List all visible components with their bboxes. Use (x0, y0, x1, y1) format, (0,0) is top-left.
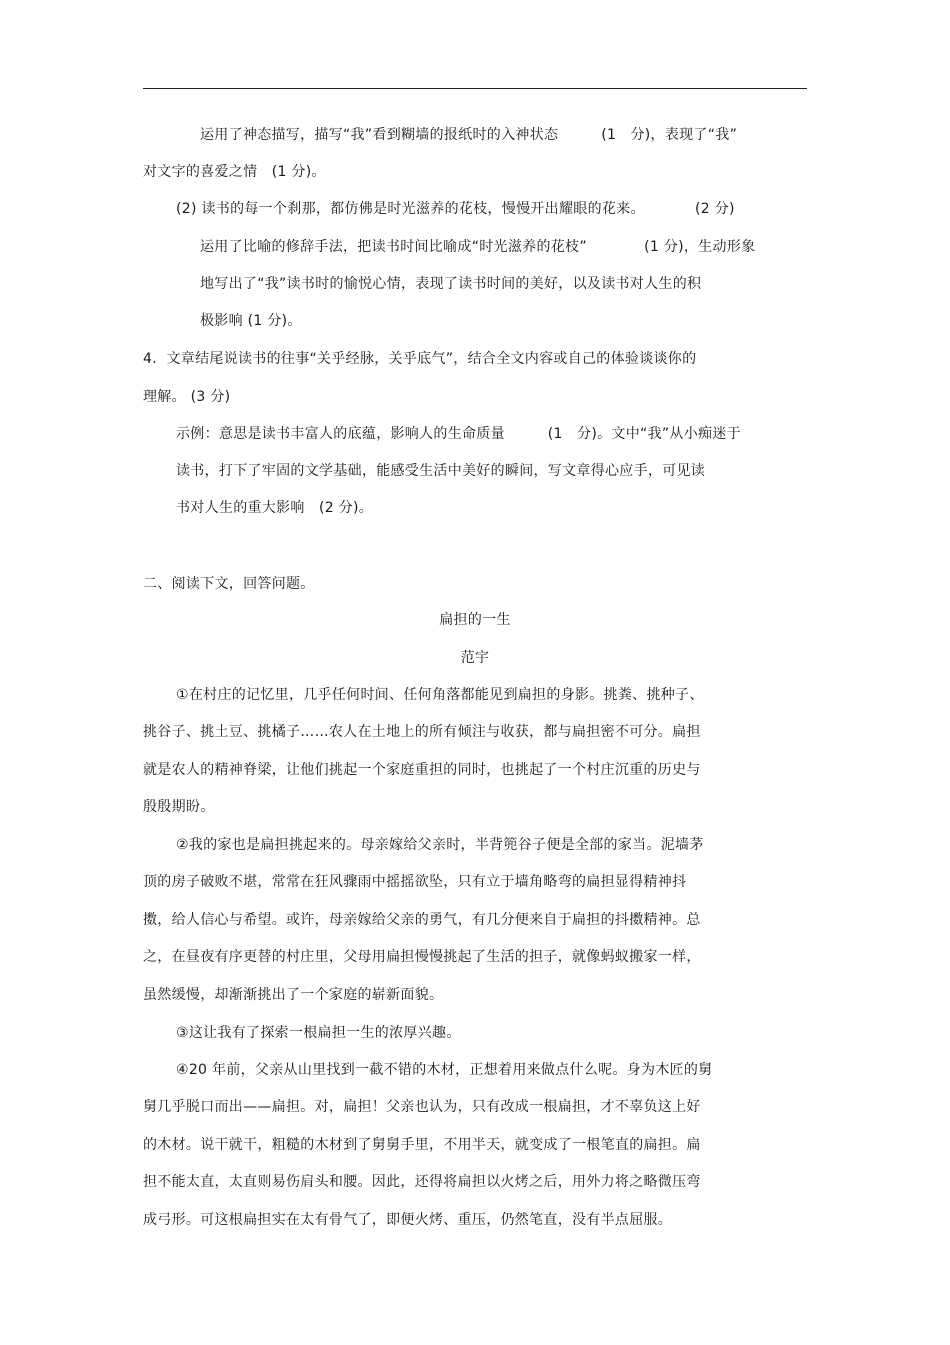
q3-1-analysis-line-2: 对文字的喜爱之情 (1 分)。 (143, 164, 326, 180)
para1-line-4: 殷殷期盼。 (143, 799, 215, 815)
para2-line-1: ②我的家也是扁担挑起来的。母亲嫁给父亲时，半背篼谷子便是全部的家当。泥墙茅 (176, 837, 704, 853)
para4-line-2: 舅几乎脱口而出——扁担。对，扁担！父亲也认为，只有改成一根扁担，才不辜负这上好 (143, 1099, 701, 1115)
para3: ③这让我有了探索一根扁担一生的浓厚兴趣。 (176, 1025, 461, 1041)
q4-answer-line-1: 示例：意思是读书丰富人的底蕴，影响人的生命质量 (1 分)。文中“我”从小痴迷于 (176, 426, 741, 442)
q4-answer-line-3: 书对人生的重大影响 (2 分)。 (176, 500, 374, 516)
para2-line-5: 虽然缓慢，却渐渐挑出了一个家庭的崭新面貌。 (143, 987, 444, 1003)
q3-2-sentence: (2) 读书的每一个刹那，都仿佛是时光滋养的花枝，慢慢开出耀眼的花来。 (2 分) (176, 201, 735, 217)
article-title: 扁担的一生 (439, 612, 511, 628)
para1-line-3: 就是农人的精神脊梁，让他们挑起一个家庭重担的同时，也挑起了一个村庄沉重的历史与 (143, 762, 701, 778)
q3-2-analysis-line-2: 地写出了“我”读书时的愉悦心情，表现了读书时间的美好，以及读书对人生的积 (200, 276, 702, 292)
section-heading: 二、阅读下文，回答问题。 (143, 576, 315, 592)
q4-question-line-1: 4．文章结尾说读书的往事“关乎经脉，关乎底气”，结合全文内容或自己的体验谈谈你的 (143, 351, 697, 367)
para2-line-2: 顶的房子破败不堪，常常在狂风骤雨中摇摇欲坠，只有立于墙角略弯的扁担显得精神抖 (143, 874, 687, 890)
q3-2-analysis-line-3: 极影响 (1 分)。 (200, 313, 302, 329)
q3-2-analysis-line-1: 运用了比喻的修辞手法，把读书时间比喻成“时光滋养的花枝” (1 分)，生动形象 (200, 239, 756, 255)
para2-line-3: 擞，给人信心与希望。或许，母亲嫁给父亲的勇气，有几分便来自于扁担的抖擞精神。总 (143, 912, 701, 928)
header-rule (143, 88, 807, 89)
q4-question-line-2: 理解。 (3 分) (143, 389, 231, 405)
q4-answer-line-2: 读书，打下了牢固的文学基础，能感受生活中美好的瞬间，写文章得心应手，可见读 (176, 463, 706, 479)
para4-line-3: 的木材。说干就干，粗糙的木材到了舅舅手里，不用半天，就变成了一根笔直的扁担。扁 (143, 1137, 701, 1153)
para4-line-4: 担不能太直，太直则易伤肩头和腰。因此，还得将扁担以火烤之后，用外力将之略微压弯 (143, 1174, 701, 1190)
para2-line-4: 之，在昼夜有序更替的村庄里，父母用扁担慢慢挑起了生活的担子，就像蚂蚁搬家一样， (143, 949, 701, 965)
para1-line-2: 挑谷子、挑土豆、挑橘子……农人在土地上的所有倾注与收获，都与扁担密不可分。扁担 (143, 724, 701, 740)
para1-line-1: ①在村庄的记忆里，几乎任何时间、任何角落都能见到扁担的身影。挑粪、挑种子、 (176, 687, 704, 703)
para4-line-1: ④20 年前，父亲从山里找到一截不错的木材，正想着用来做点什么呢。身为木匠的舅 (176, 1062, 713, 1078)
para4-line-5: 成弓形。可这根扁担实在太有骨气了，即便火烤、重压，仍然笔直，没有半点屈服。 (143, 1212, 673, 1228)
q3-1-analysis-line-1: 运用了神态描写，描写“我”看到糊墙的报纸时的入神状态 (1 分)，表现了“我” (200, 127, 738, 143)
article-author: 范宇 (460, 650, 490, 666)
